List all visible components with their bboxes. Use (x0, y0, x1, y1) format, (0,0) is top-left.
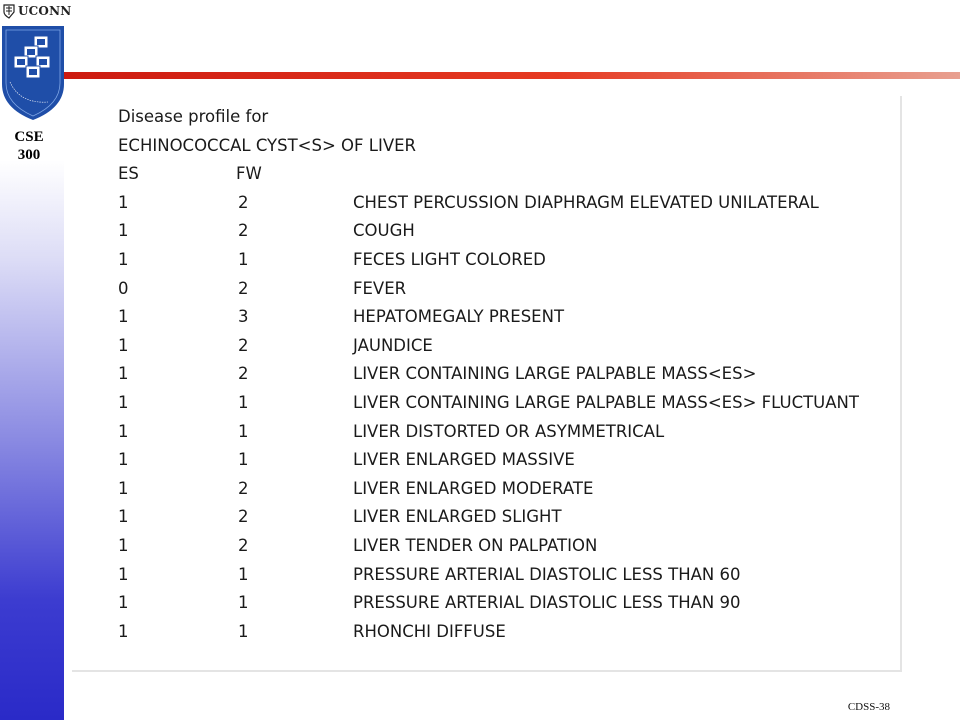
course-label (0, 128, 58, 164)
profile-disease-name: ECHINOCOCCAL CYST<S> OF LIVER (118, 135, 417, 155)
symptom-name: LIVER ENLARGED MASSIVE (353, 450, 575, 470)
evoking-strength-value: 1 (118, 364, 129, 384)
symptom-row (118, 389, 898, 418)
symptom-row (118, 589, 898, 618)
symptom-name: LIVER TENDER ON PALPATION (353, 535, 598, 555)
symptom-row (118, 561, 898, 590)
frequency-weight-value: 1 (238, 249, 249, 269)
symptom-name: CHEST PERCUSSION DIAPHRAGM ELEVATED UNILATERAL (353, 192, 819, 212)
symptom-row (118, 475, 898, 504)
frequency-weight-value: 2 (238, 535, 249, 555)
symptom-name: HEPATOMEGALY PRESENT (353, 307, 565, 327)
profile-column-headers (118, 160, 898, 189)
profile-title-line1: Disease profile for (118, 107, 269, 126)
symptom-row (118, 246, 898, 275)
disease-profile-text (118, 103, 898, 646)
evoking-strength-value: 1 (118, 478, 129, 498)
symptom-row (118, 360, 898, 389)
symptom-row (118, 503, 898, 532)
symptom-name: RHONCHI DIFFUSE (353, 621, 506, 641)
cse-department-logo (0, 22, 70, 122)
frequency-weight-value: 1 (238, 421, 249, 441)
frequency-weight-value: 2 (238, 278, 249, 298)
symptom-rows (118, 189, 898, 647)
symptom-row (118, 618, 898, 647)
symptom-row (118, 189, 898, 218)
frequency-weight-value: 2 (238, 192, 249, 212)
frequency-weight-value: 2 (238, 478, 249, 498)
evoking-strength-value: 1 (118, 192, 129, 212)
symptom-row (118, 275, 898, 304)
evoking-strength-value: 1 (118, 507, 129, 527)
symptom-name: FECES LIGHT COLORED (353, 249, 546, 269)
course-label-line1: CSE (14, 129, 44, 145)
evoking-strength-value: 1 (118, 535, 129, 555)
symptom-name: LIVER ENLARGED MODERATE (353, 478, 594, 498)
evoking-strength-value: 1 (118, 621, 129, 641)
evoking-strength-value: 1 (118, 450, 129, 470)
symptom-row (118, 418, 898, 447)
symptom-row (118, 446, 898, 475)
evoking-strength-value: 1 (118, 221, 129, 241)
course-label-line2: 300 (17, 147, 41, 163)
frequency-weight-value: 1 (238, 564, 249, 584)
symptom-row (118, 532, 898, 561)
column-header-fw: FW (236, 164, 262, 184)
frequency-weight-value: 1 (238, 450, 249, 470)
symptom-name: PRESSURE ARTERIAL DIASTOLIC LESS THAN 60 (353, 564, 741, 584)
symptom-name: LIVER CONTAINING LARGE PALPABLE MASS<ES> FLUCTUANT (353, 392, 859, 412)
header-divider-rule (64, 72, 960, 79)
frequency-weight-value: 2 (238, 364, 249, 384)
evoking-strength-value: 1 (118, 307, 129, 327)
symptom-name: PRESSURE ARTERIAL DIASTOLIC LESS THAN 90 (353, 593, 741, 613)
evoking-strength-value: 1 (118, 564, 129, 584)
frequency-weight-value: 1 (238, 593, 249, 613)
evoking-strength-value: 1 (118, 392, 129, 412)
symptom-row (118, 332, 898, 361)
evoking-strength-value: 1 (118, 249, 129, 269)
frequency-weight-value: 1 (238, 392, 249, 412)
uconn-wordmark: UCONN (18, 4, 72, 18)
symptom-name: LIVER CONTAINING LARGE PALPABLE MASS<ES> (353, 364, 757, 384)
evoking-strength-value: 1 (118, 593, 129, 613)
symptom-name: LIVER DISTORTED OR ASYMMETRICAL (353, 421, 665, 441)
uconn-logo (2, 2, 71, 20)
frequency-weight-value: 2 (238, 221, 249, 241)
column-header-es: ES (118, 164, 139, 184)
symptom-row (118, 217, 898, 246)
symptom-row (118, 303, 898, 332)
frequency-weight-value: 3 (238, 307, 249, 327)
evoking-strength-value: 0 (118, 278, 129, 298)
symptom-name: FEVER (353, 278, 407, 298)
symptom-name: LIVER ENLARGED SLIGHT (353, 507, 562, 527)
uconn-seal-icon (2, 3, 16, 19)
frequency-weight-value: 1 (238, 621, 249, 641)
slide-number: CDSS-38 (847, 701, 890, 713)
frequency-weight-value: 2 (238, 507, 249, 527)
symptom-name: COUGH (353, 221, 415, 241)
evoking-strength-value: 1 (118, 421, 129, 441)
symptom-name: JAUNDICE (353, 335, 433, 355)
frequency-weight-value: 2 (238, 335, 249, 355)
evoking-strength-value: 1 (118, 335, 129, 355)
